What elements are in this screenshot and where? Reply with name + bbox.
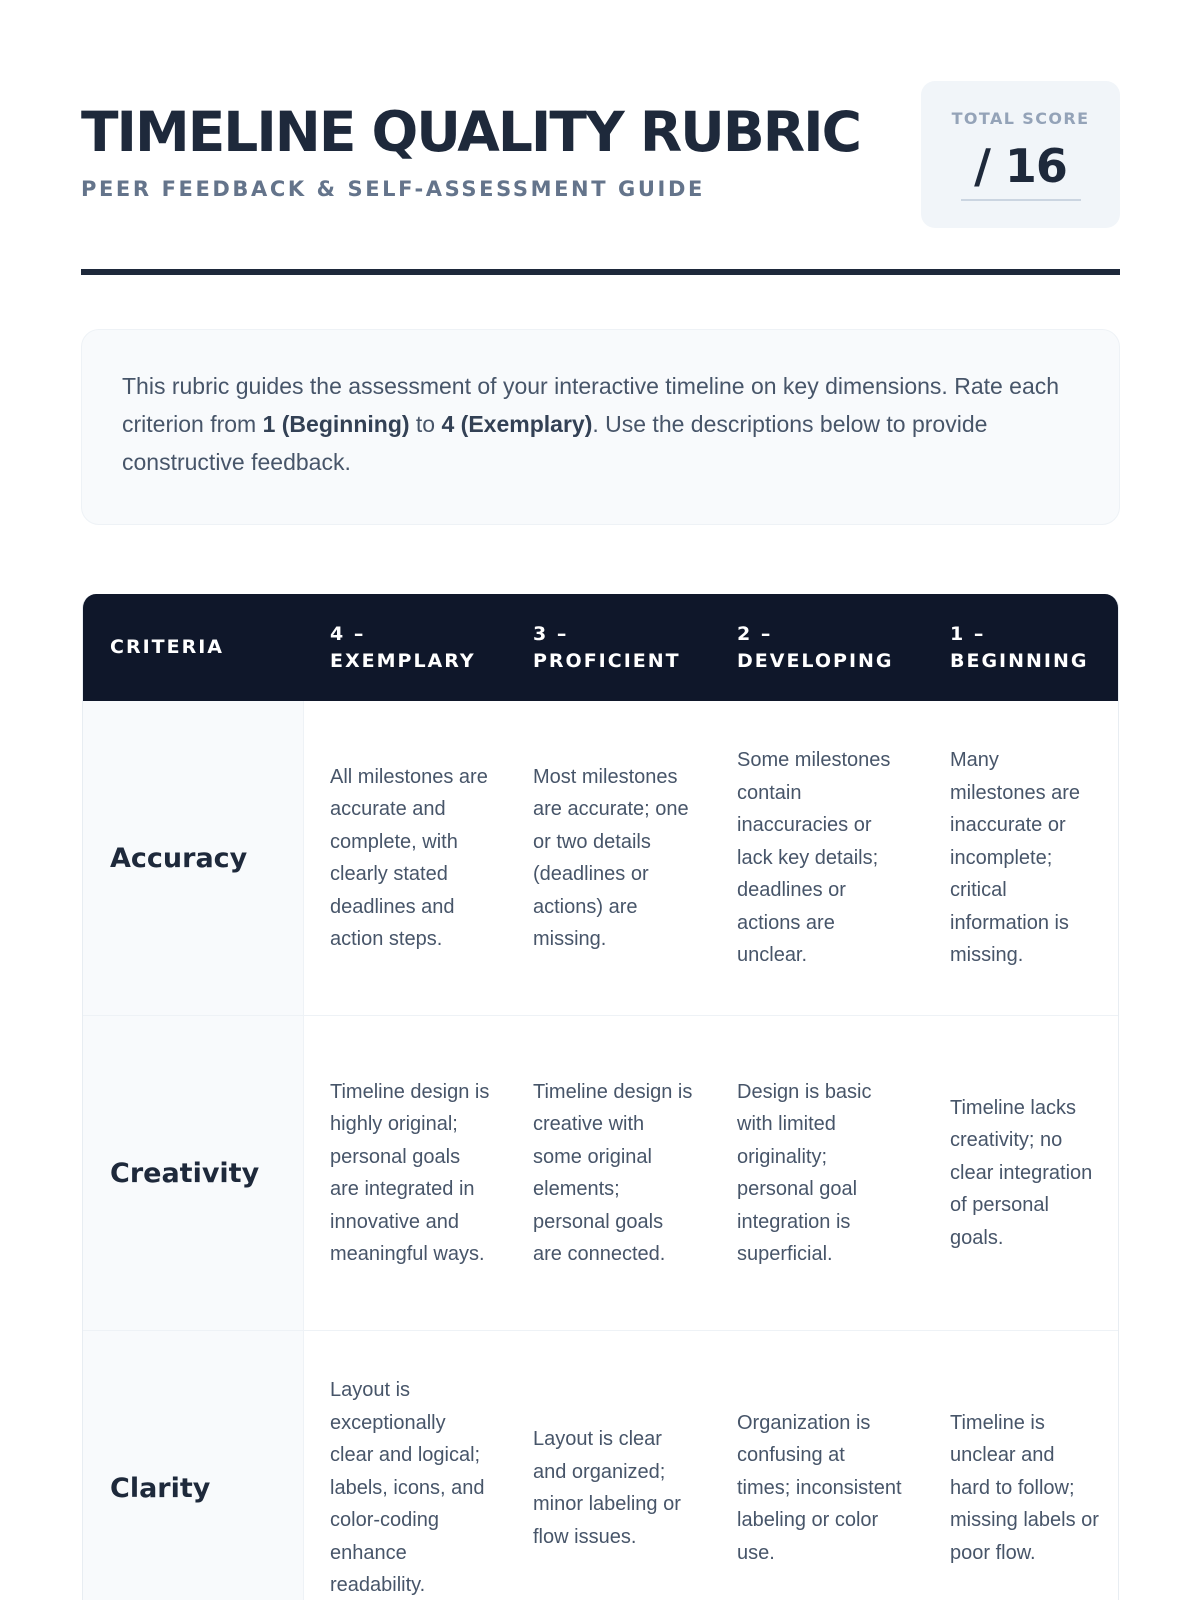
page-subtitle: PEER FEEDBACK & SELF-ASSESSMENT GUIDE <box>81 177 705 201</box>
criterion-creativity: Creativity <box>83 1016 304 1330</box>
cell-proficient: Layout is clear and organized; minor labeling or flow issues. <box>533 1428 681 1548</box>
cell-beginning: Timeline lacks creativity; no clear integration of personal goals. <box>950 1096 1093 1249</box>
header-proficient: 3 – PROFICIENT <box>533 622 681 672</box>
intro-text: to <box>409 411 442 437</box>
header-divider <box>81 269 1120 275</box>
page-title: TIMELINE QUALITY RUBRIC <box>81 100 860 164</box>
cell-beginning: Timeline is unclear and hard to follow; missing labels or poor flow. <box>950 1411 1099 1564</box>
total-score-box <box>921 81 1120 228</box>
cell-proficient: Most milestones are accurate; one or two details (deadlines or actions) are missing. <box>533 765 689 950</box>
criterion-clarity: Clarity <box>83 1331 304 1600</box>
rubric-table <box>82 594 1119 1600</box>
intro-text: . Use the descriptions below to provide constructive feedback. <box>122 411 988 475</box>
cell-proficient: Timeline design is creative with some original elements; personal goals are connected. <box>533 1080 693 1265</box>
header-criteria: CRITERIA <box>110 636 224 658</box>
header-developing: 2 – DEVELOPING <box>737 622 894 672</box>
intro-panel <box>81 329 1120 525</box>
table-row <box>83 1331 1118 1600</box>
cell-beginning: Many milestones are inaccurate or incomplete; critical information is missing. <box>950 749 1081 967</box>
header-exemplary: 4 – EXEMPLARY <box>330 622 476 672</box>
table-row <box>83 701 1118 1016</box>
score-input-line[interactable] <box>961 199 1081 201</box>
intro-bold-exemplary: 4 (Exemplary) <box>441 411 593 437</box>
cell-exemplary: Timeline design is highly original; personal goals are integrated in innovative and meaningful ways. <box>330 1080 490 1265</box>
intro-bold-beginning: 1 (Beginning) <box>262 411 410 437</box>
cell-developing: Design is basic with limited originality; personal goal integration is superficial. <box>737 1080 872 1265</box>
criterion-accuracy: Accuracy <box>83 701 304 1015</box>
cell-exemplary: All milestones are accurate and complete, with clearly stated deadlines and action steps. <box>330 765 488 950</box>
cell-developing: Some milestones contain inaccuracies or lack key details; deadlines or actions are unclear. <box>737 749 891 967</box>
cell-developing: Organization is confusing at times; inconsistent labeling or color use. <box>737 1411 902 1564</box>
page-header <box>81 81 1120 276</box>
table-row <box>83 1016 1118 1331</box>
cell-exemplary: Layout is exceptionally clear and logical; labels, icons, and color-coding enhance readability. <box>330 1379 485 1597</box>
table-header <box>83 594 1118 701</box>
header-beginning: 1 – BEGINNING <box>950 622 1089 672</box>
intro-text: This rubric guides the assessment of your interactive timeline on key dimensions. Rate each criterion from <box>122 373 1060 437</box>
total-score-value: / 16 <box>974 139 1067 193</box>
total-score-label: TOTAL SCORE <box>951 109 1090 128</box>
